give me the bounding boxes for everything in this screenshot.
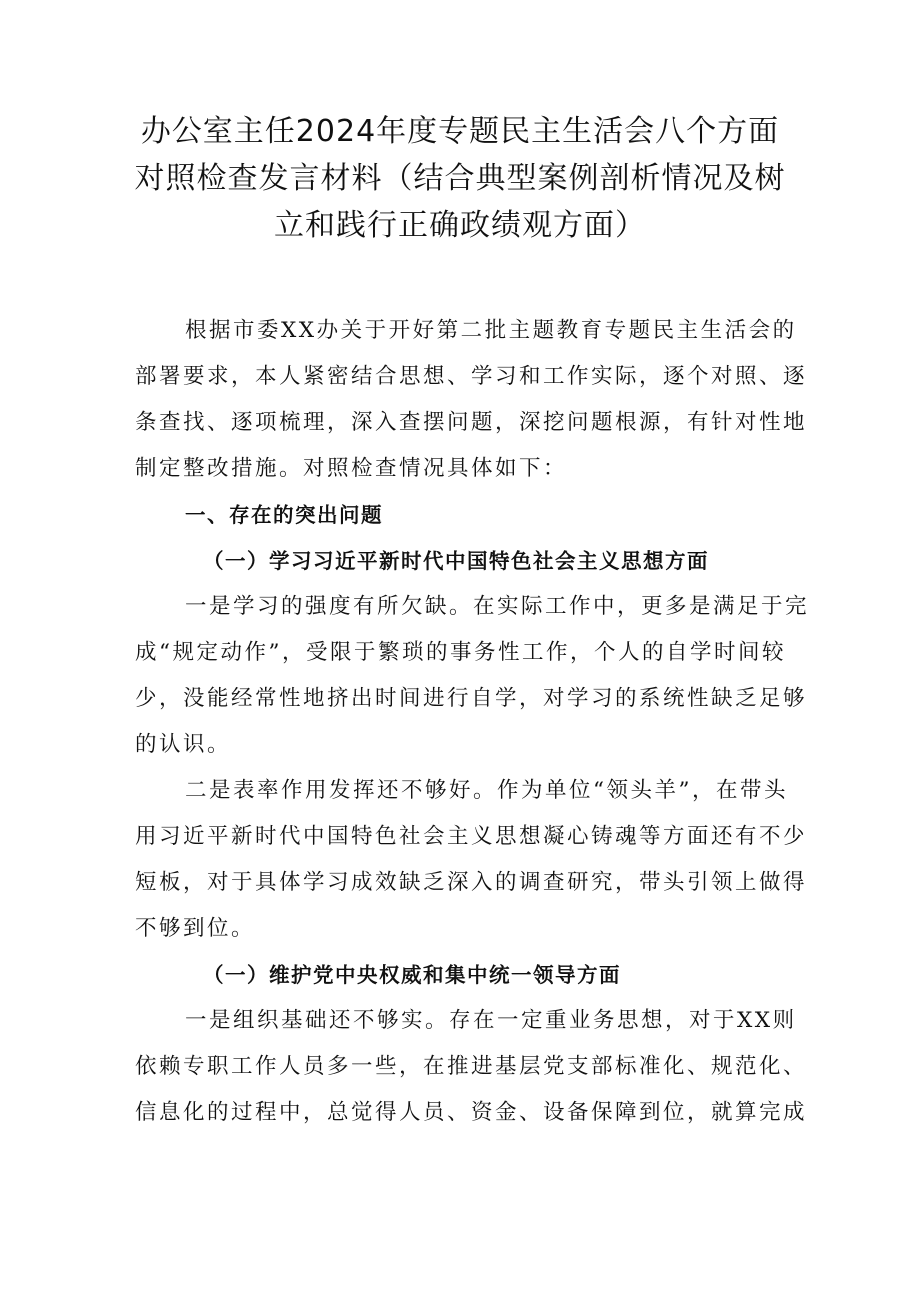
subsection-heading-2: （一）维护党中央权威和集中统一领导方面 bbox=[203, 963, 621, 987]
sub2-p1-line-2: 依赖专职工作人员多一些，在推进基层党支部标准化、规范化、 bbox=[135, 1054, 808, 1079]
sub1-p1-line-3: 少，没能经常性地挤出时间进行自学，对学习的系统性缺乏足够 bbox=[135, 686, 808, 711]
intro-line-4: 制定整改措施。对照检查情况具体如下： bbox=[135, 456, 568, 481]
document-body bbox=[135, 308, 810, 1136]
document-title bbox=[120, 108, 800, 249]
sub1-paragraph-2 bbox=[135, 768, 808, 952]
sub2-p1-line-3: 信息化的过程中，总觉得人员、资金、设备保障到位，就算完成 bbox=[135, 1100, 808, 1125]
sub2-paragraph-1 bbox=[135, 998, 808, 1136]
intro-paragraph bbox=[135, 308, 808, 492]
sub1-p2-line-1: 二是表率作用发挥还不够好。作为单位“领头羊”，在带头 bbox=[185, 778, 788, 803]
sub1-paragraph-1 bbox=[135, 584, 810, 768]
intro-line-2: 部署要求，本人紧密结合思想、学习和工作实际，逐个对照、逐 bbox=[135, 364, 808, 389]
title-line-3: 立和践行正确政绩观方面） bbox=[274, 208, 646, 243]
subsection-heading-1: （一）学习习近平新时代中国特色社会主义思想方面 bbox=[203, 549, 709, 573]
sub1-p2-line-2: 用习近平新时代中国特色社会主义思想凝心铸魂等方面还有不少 bbox=[135, 824, 808, 849]
title-line-1: 办公室主任2024年度专题民主生活会八个方面 bbox=[140, 114, 780, 149]
section-heading-1: 一、存在的突出问题 bbox=[185, 503, 383, 527]
sub1-p1-line-4: 的认识。 bbox=[135, 732, 232, 757]
sub1-p2-line-3: 短板，对于具体学习成效缺乏深入的调查研究，带头引领上做得 bbox=[135, 870, 808, 895]
sub1-p2-line-4: 不够到位。 bbox=[135, 916, 256, 941]
sub1-p1-line-1: 一是学习的强度有所欠缺。在实际工作中，更多是满足于完 bbox=[185, 594, 810, 619]
intro-line-1: 根据市委XX办关于开好第二批主题教育专题民主生活会的 bbox=[185, 318, 797, 343]
sub1-p1-line-2: 成“规定动作”，受限于繁琐的事务性工作，个人的自学时间较 bbox=[135, 640, 786, 665]
intro-line-3: 条查找、逐项梳理，深入查摆问题，深挖问题根源，有针对性地 bbox=[135, 410, 808, 435]
sub2-p1-line-1: 一是组织基础还不够实。存在一定重业务思想，对于XX则 bbox=[185, 1008, 797, 1033]
title-line-2: 对照检查发言材料（结合典型案例剖析情况及树 bbox=[134, 161, 786, 196]
